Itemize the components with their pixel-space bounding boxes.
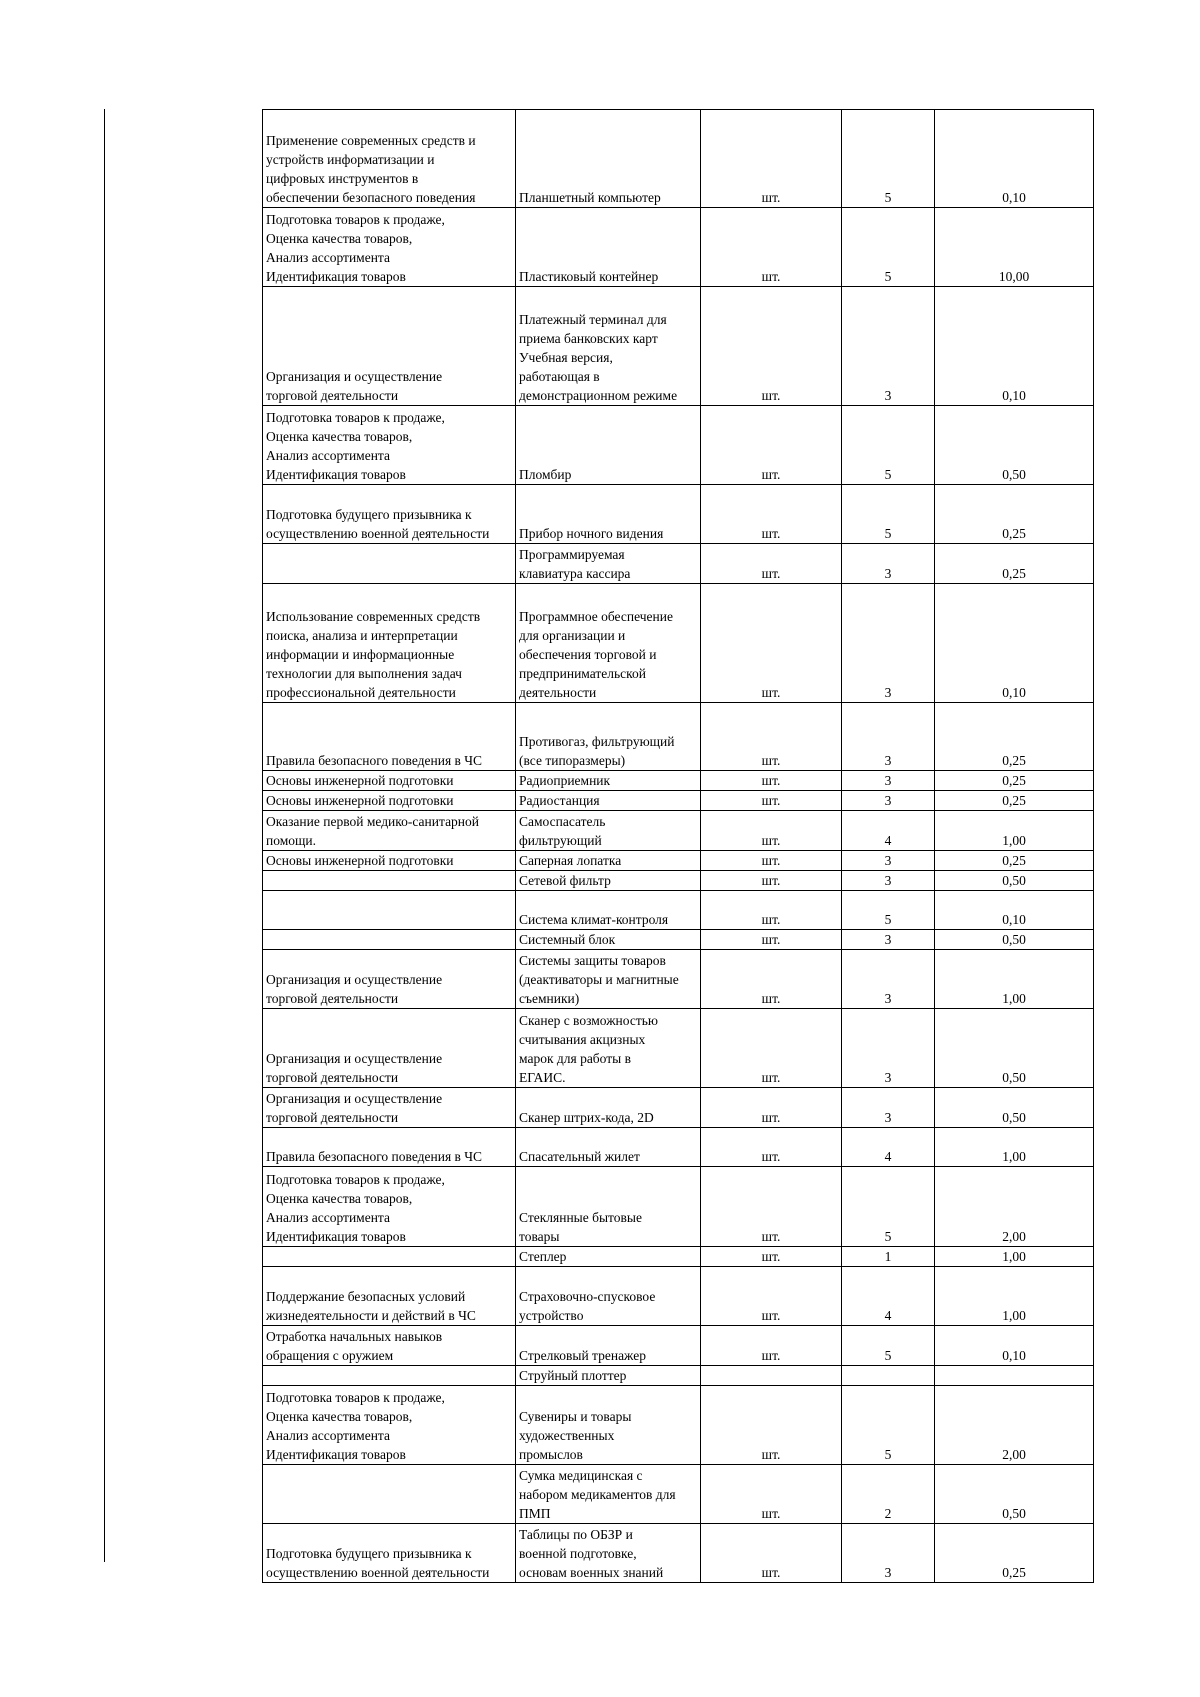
item-name-cell: Планшетный компьютер xyxy=(516,110,701,208)
unit-cell: шт. xyxy=(701,950,842,1009)
unit-cell: шт. xyxy=(701,584,842,703)
item-name-cell: Системы защиты товаров (деактиваторы и магнитные съемники) xyxy=(516,950,701,1009)
unit-cell: шт. xyxy=(701,1167,842,1247)
section-cell: Оказание первой медико-санитарной помощи. xyxy=(263,811,516,851)
item-name-cell: Струйный плоттер xyxy=(516,1366,701,1386)
norm-cell: 0,50 xyxy=(935,1009,1094,1088)
unit-cell: шт. xyxy=(701,485,842,544)
table-row xyxy=(263,110,1094,208)
norm-cell: 0,10 xyxy=(935,1326,1094,1366)
item-name-cell: Сканер с возможностью считывания акцизных марок для работы в ЕГАИС. xyxy=(516,1009,701,1088)
table-row xyxy=(263,485,1094,544)
quantity-cell: 5 xyxy=(842,485,935,544)
norm-cell: 0,25 xyxy=(935,771,1094,791)
table-row xyxy=(263,1465,1094,1524)
table-row xyxy=(263,1366,1094,1386)
unit-cell: шт. xyxy=(701,703,842,771)
quantity-cell: 3 xyxy=(842,1009,935,1088)
section-cell: Основы инженерной подготовки xyxy=(263,771,516,791)
section-cell: Подготовка товаров к продаже, Оценка качества товаров, Анализ ассортимента Идентификация товаров xyxy=(263,208,516,287)
table-row xyxy=(263,1247,1094,1267)
item-name-cell: Прибор ночного видения xyxy=(516,485,701,544)
unit-cell: шт. xyxy=(701,891,842,930)
section-cell: Подготовка будущего призывника к осуществлению военной деятельности xyxy=(263,485,516,544)
table-row xyxy=(263,791,1094,811)
norm-cell: 0,10 xyxy=(935,110,1094,208)
section-cell: Основы инженерной подготовки xyxy=(263,791,516,811)
item-name-cell: Таблицы по ОБЗР и военной подготовке, основам военных знаний xyxy=(516,1524,701,1583)
unit-cell: шт. xyxy=(701,1267,842,1326)
margin-line xyxy=(104,109,105,1562)
norm-cell: 0,50 xyxy=(935,1465,1094,1524)
table-row xyxy=(263,891,1094,930)
quantity-cell: 3 xyxy=(842,771,935,791)
unit-cell: шт. xyxy=(701,1465,842,1524)
quantity-cell: 3 xyxy=(842,1524,935,1583)
item-name-cell: Пластиковый контейнер xyxy=(516,208,701,287)
table-row xyxy=(263,1267,1094,1326)
quantity-cell: 4 xyxy=(842,1128,935,1167)
quantity-cell: 3 xyxy=(842,287,935,406)
item-name-cell: Противогаз, фильтрующий (все типоразмеры) xyxy=(516,703,701,771)
quantity-cell: 4 xyxy=(842,811,935,851)
unit-cell: шт. xyxy=(701,771,842,791)
unit-cell: шт. xyxy=(701,1247,842,1267)
item-name-cell: Сетевой фильтр xyxy=(516,871,701,891)
section-cell: Поддержание безопасных условий жизнедеятельности и действий в ЧС xyxy=(263,1267,516,1326)
norm-cell: 1,00 xyxy=(935,950,1094,1009)
table-row xyxy=(263,1009,1094,1088)
section-cell: Подготовка товаров к продаже, Оценка качества товаров, Анализ ассортимента Идентификация товаров xyxy=(263,1386,516,1465)
quantity-cell: 3 xyxy=(842,544,935,584)
section-cell xyxy=(263,930,516,950)
unit-cell: шт. xyxy=(701,110,842,208)
table-row xyxy=(263,950,1094,1009)
item-name-cell: Самоспасатель фильтрующий xyxy=(516,811,701,851)
table-row xyxy=(263,811,1094,851)
item-name-cell: Пломбир xyxy=(516,406,701,485)
item-name-cell: Программируемая клавиатура кассира xyxy=(516,544,701,584)
item-name-cell: Системный блок xyxy=(516,930,701,950)
norm-cell: 0,25 xyxy=(935,544,1094,584)
section-cell: Организация и осуществление торговой деятельности xyxy=(263,1088,516,1128)
unit-cell: шт. xyxy=(701,1386,842,1465)
item-name-cell: Радиоприемник xyxy=(516,771,701,791)
section-cell xyxy=(263,1465,516,1524)
norm-cell: 1,00 xyxy=(935,811,1094,851)
table-row xyxy=(263,544,1094,584)
norm-cell: 0,25 xyxy=(935,703,1094,771)
item-name-cell: Система климат-контроля xyxy=(516,891,701,930)
unit-cell xyxy=(701,1366,842,1386)
quantity-cell: 3 xyxy=(842,950,935,1009)
equipment-table xyxy=(262,109,1094,1583)
section-cell: Подготовка товаров к продаже, Оценка качества товаров, Анализ ассортимента Идентификация товаров xyxy=(263,406,516,485)
item-name-cell: Стрелковый тренажер xyxy=(516,1326,701,1366)
section-cell: Основы инженерной подготовки xyxy=(263,851,516,871)
quantity-cell: 3 xyxy=(842,703,935,771)
quantity-cell: 2 xyxy=(842,1465,935,1524)
item-name-cell: Спасательный жилет xyxy=(516,1128,701,1167)
item-name-cell: Саперная лопатка xyxy=(516,851,701,871)
table-row xyxy=(263,1167,1094,1247)
norm-cell: 0,50 xyxy=(935,1088,1094,1128)
quantity-cell: 3 xyxy=(842,791,935,811)
section-cell xyxy=(263,871,516,891)
equipment-table-body xyxy=(263,110,1094,1583)
quantity-cell: 3 xyxy=(842,1088,935,1128)
section-cell: Организация и осуществление торговой деятельности xyxy=(263,1009,516,1088)
table-row xyxy=(263,1386,1094,1465)
item-name-cell: Сумка медицинская с набором медикаментов для ПМП xyxy=(516,1465,701,1524)
item-name-cell: Программное обеспечение для организации и обеспечения торговой и предпринимательской деятельности xyxy=(516,584,701,703)
item-name-cell: Страховочно-спусковое устройство xyxy=(516,1267,701,1326)
unit-cell: шт. xyxy=(701,851,842,871)
norm-cell: 0,50 xyxy=(935,930,1094,950)
item-name-cell: Радиостанция xyxy=(516,791,701,811)
section-cell: Организация и осуществление торговой деятельности xyxy=(263,287,516,406)
norm-cell: 0,10 xyxy=(935,287,1094,406)
quantity-cell: 5 xyxy=(842,891,935,930)
unit-cell: шт. xyxy=(701,1524,842,1583)
quantity-cell: 5 xyxy=(842,208,935,287)
item-name-cell: Сканер штрих-кода, 2D xyxy=(516,1088,701,1128)
item-name-cell: Степлер xyxy=(516,1247,701,1267)
unit-cell: шт. xyxy=(701,287,842,406)
norm-cell: 1,00 xyxy=(935,1128,1094,1167)
section-cell xyxy=(263,1366,516,1386)
table-row xyxy=(263,871,1094,891)
table-row xyxy=(263,1524,1094,1583)
table-row xyxy=(263,208,1094,287)
quantity-cell: 5 xyxy=(842,1386,935,1465)
unit-cell: шт. xyxy=(701,406,842,485)
unit-cell: шт. xyxy=(701,1326,842,1366)
unit-cell: шт. xyxy=(701,811,842,851)
quantity-cell: 3 xyxy=(842,871,935,891)
norm-cell: 1,00 xyxy=(935,1247,1094,1267)
table-row xyxy=(263,1326,1094,1366)
table-row xyxy=(263,851,1094,871)
table-row xyxy=(263,1128,1094,1167)
section-cell xyxy=(263,1247,516,1267)
norm-cell: 0,25 xyxy=(935,485,1094,544)
quantity-cell: 5 xyxy=(842,1326,935,1366)
unit-cell: шт. xyxy=(701,208,842,287)
table-row xyxy=(263,930,1094,950)
unit-cell: шт. xyxy=(701,930,842,950)
item-name-cell: Сувениры и товары художественных промыслов xyxy=(516,1386,701,1465)
section-cell: Применение современных средств и устройств информатизации и цифровых инструментов в обеспечении безопасного поведения xyxy=(263,110,516,208)
table-row xyxy=(263,584,1094,703)
norm-cell: 0,50 xyxy=(935,871,1094,891)
quantity-cell: 3 xyxy=(842,930,935,950)
table-row xyxy=(263,703,1094,771)
unit-cell: шт. xyxy=(701,791,842,811)
section-cell: Отработка начальных навыков обращения с оружием xyxy=(263,1326,516,1366)
norm-cell: 10,00 xyxy=(935,208,1094,287)
quantity-cell xyxy=(842,1366,935,1386)
norm-cell: 1,00 xyxy=(935,1267,1094,1326)
table-row xyxy=(263,771,1094,791)
table-row xyxy=(263,287,1094,406)
norm-cell: 0,50 xyxy=(935,406,1094,485)
table-row xyxy=(263,1088,1094,1128)
quantity-cell: 4 xyxy=(842,1267,935,1326)
norm-cell: 2,00 xyxy=(935,1386,1094,1465)
section-cell: Организация и осуществление торговой деятельности xyxy=(263,950,516,1009)
unit-cell: шт. xyxy=(701,871,842,891)
section-cell xyxy=(263,544,516,584)
norm-cell: 2,00 xyxy=(935,1167,1094,1247)
norm-cell: 0,10 xyxy=(935,891,1094,930)
quantity-cell: 5 xyxy=(842,1167,935,1247)
norm-cell: 0,25 xyxy=(935,791,1094,811)
norm-cell: 0,25 xyxy=(935,851,1094,871)
quantity-cell: 5 xyxy=(842,110,935,208)
unit-cell: шт. xyxy=(701,1128,842,1167)
quantity-cell: 3 xyxy=(842,584,935,703)
section-cell: Подготовка будущего призывника к осуществлению военной деятельности xyxy=(263,1524,516,1583)
section-cell: Подготовка товаров к продаже, Оценка качества товаров, Анализ ассортимента Идентификация товаров xyxy=(263,1167,516,1247)
section-cell xyxy=(263,891,516,930)
unit-cell: шт. xyxy=(701,544,842,584)
norm-cell xyxy=(935,1366,1094,1386)
table-row xyxy=(263,406,1094,485)
unit-cell: шт. xyxy=(701,1088,842,1128)
quantity-cell: 3 xyxy=(842,851,935,871)
quantity-cell: 5 xyxy=(842,406,935,485)
section-cell: Использование современных средств поиска, анализа и интерпретации информации и информационные технологии для выполнения задач профессиональной деятельности xyxy=(263,584,516,703)
unit-cell: шт. xyxy=(701,1009,842,1088)
norm-cell: 0,25 xyxy=(935,1524,1094,1583)
item-name-cell: Стеклянные бытовые товары xyxy=(516,1167,701,1247)
quantity-cell: 1 xyxy=(842,1247,935,1267)
item-name-cell: Платежный терминал для приема банковских карт Учебная версия, работающая в демонстрационном режиме xyxy=(516,287,701,406)
norm-cell: 0,10 xyxy=(935,584,1094,703)
section-cell: Правила безопасного поведения в ЧС xyxy=(263,703,516,771)
section-cell: Правила безопасного поведения в ЧС xyxy=(263,1128,516,1167)
